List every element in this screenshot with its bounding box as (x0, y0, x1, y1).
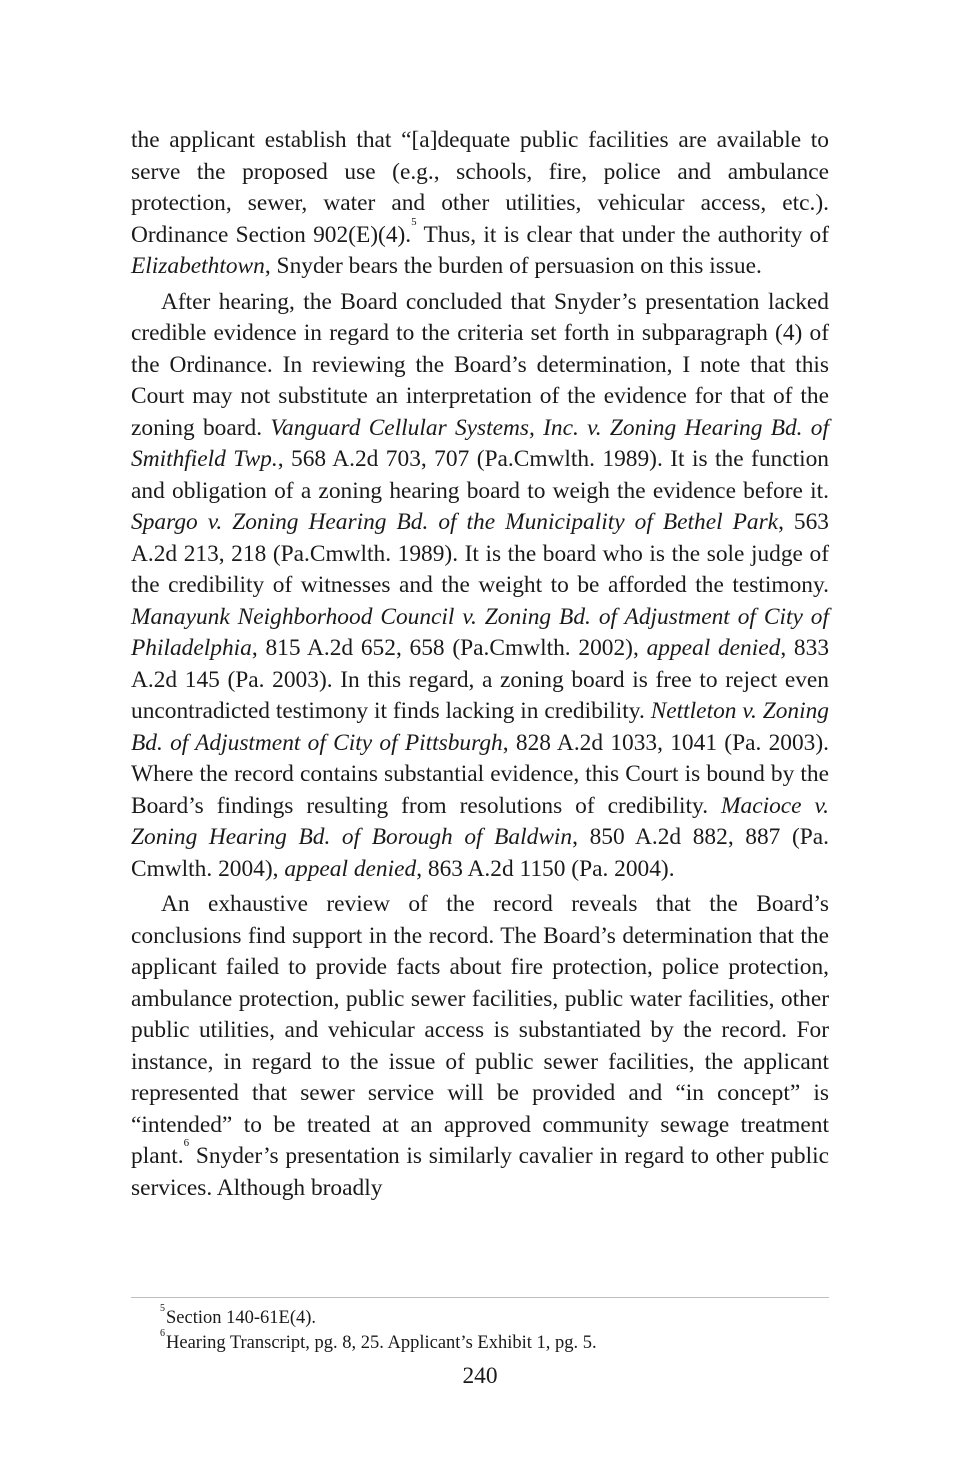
footnote-reference: 5 (411, 215, 417, 228)
footnote-reference: 6 (183, 1137, 190, 1149)
footnotes (160, 1303, 829, 1356)
text-run: , 828 A.2d 1033, 1041 (Pa. 2003). Where the record contains substantial evidence, this Court is bound by the Board’s findings resulting from resolutions of credibility. (131, 729, 829, 819)
text-run: , 850 A.2d 882, 887 (Pa. Cmwlth. 2004), (131, 824, 830, 882)
footnote-5 (160, 1303, 829, 1331)
text-run: the applicant establish that “[a]dequate public facilities are available to serve the proposed use (e.g., schools, fire, police and ambulance protection, sewer, water and other utilities, vehicular access, etc.). Ordinance Section 902(E)(4). (131, 127, 829, 248)
text-run: After hearing, the Board concluded that Snyder’s presentation lacked credible evidence in regard to the criteria set forth in subparagraph (4) of the Ordinance. In reviewing the Board’s determination, I note that this Court may not substitute an interpretation of the evidence for that of the zoning board. (131, 288, 829, 441)
case-citation: Nettleton v. Zoning Bd. of Adjustment of City of Pittsburgh (131, 698, 829, 756)
paragraph-1 (131, 125, 829, 283)
paragraph-3 (131, 889, 829, 1204)
text-run: , 568 A.2d 703, 707 (Pa.Cmwlth. 1989). It is the function and obligation of a zoning hearing board to weigh the evidence before it. (131, 446, 829, 504)
text-run: , 833 A.2d 145 (Pa. 2003). In this regard, a zoning board is free to reject even uncontradicted testimony it finds lacking in credibility. (131, 635, 830, 724)
text-run: Thus, it is clear that under the authority of (416, 221, 829, 248)
text-run: , 563 A.2d 213, 218 (Pa.Cmwlth. 1989). It is the board who is the sole judge of the credibility of witnesses and the weight to be afforded the testimony. (131, 509, 830, 598)
footnote-6 (160, 1328, 829, 1356)
page-number: 240 (462, 1363, 498, 1389)
paragraph-2 (131, 287, 829, 886)
text-run: , 863 A.2d 1150 (Pa. 2004). (416, 855, 675, 882)
case-citation: Vanguard Cellular Systems, Inc. v. Zoning Hearing Bd. of Smithfield Twp. (131, 414, 829, 472)
case-citation: Macioce v. Zoning Hearing Bd. of Borough of Baldwin (131, 792, 829, 850)
case-citation: appeal denied (284, 855, 417, 882)
footnote-number: 5 (160, 1303, 165, 1314)
text-run: , Snyder bears the burden of persuasion on this issue. (264, 253, 762, 279)
case-citation: Manayunk Neighborhood Council v. Zoning Bd. of Adjustment of City of Philadelphia (131, 603, 829, 661)
case-citation: Spargo v. Zoning Hearing Bd. of the Municipality of Bethel Park (131, 509, 779, 535)
footnote-text: Hearing Transcript, pg. 8, 25. Applicant’s Exhibit 1, pg. 5. (166, 1333, 597, 1353)
text-run: , 815 A.2d 652, 658 (Pa.Cmwlth. 2002), (251, 635, 647, 661)
case-citation: Elizabethtown (131, 253, 265, 279)
case-citation: appeal denied (646, 635, 781, 661)
footnote-text: Section 140-61E(4). (166, 1308, 317, 1328)
text-run: Snyder’s presentation is similarly cavalier in regard to other public services. Although broadly (131, 1143, 829, 1201)
footnote-divider (131, 1297, 829, 1298)
page-body (131, 125, 829, 1208)
footnote-number: 6 (160, 1328, 165, 1339)
text-run: An exhaustive review of the record reveals that the Board’s conclusions find support in the record. The Board’s determination that the applicant failed to provide facts about fire protection, police protection, ambulance protection, public sewer facilities, public water facilities, other public utilities, and vehicular access is substantiated by the record. For instance, in regard to the issue of public sewer facilities, the applicant represented that sewer service will be provided and “in concept” is “intended” to be treated at an approved community sewage treatment plant. (131, 891, 829, 1169)
